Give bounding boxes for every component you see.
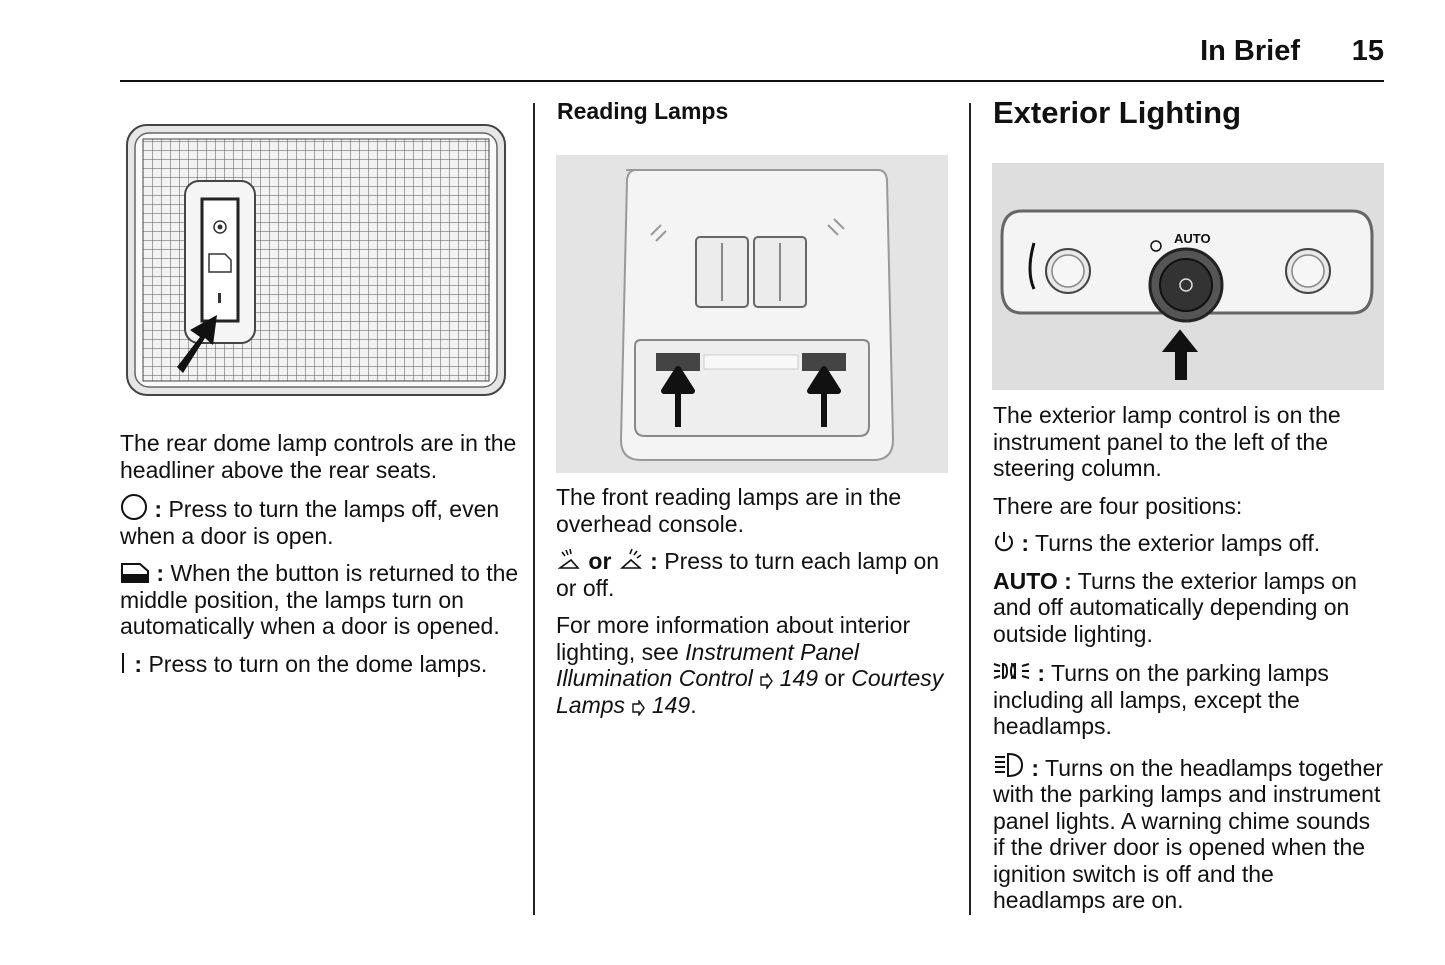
auto-position-description: AUTO : Turns the exterior lamps on and off automatically depending on outside lighting. xyxy=(993,567,1357,647)
door-button-description: : When the button is returned to the middle position, the lamps turn on automatically when a door is opened. xyxy=(120,560,519,639)
off-position-description: : Turns the exterior lamps off. xyxy=(993,530,1385,557)
overhead-console-illustration xyxy=(556,155,948,473)
parking-lamp-icon xyxy=(993,658,1031,684)
reading-lamp-icon xyxy=(556,548,582,572)
more-info-paragraph: For more information about interior lighting, see Instrument Panel Illumination Control 149 or Courtesy Lamps 149. xyxy=(556,612,944,718)
reading-lamp-icon xyxy=(618,548,644,572)
auto-label: AUTO xyxy=(1174,231,1211,246)
reading-lamps-heading: Reading Lamps xyxy=(557,98,729,124)
door-icon xyxy=(120,562,150,584)
dome-on-description: : Press to turn on the dome lamps. xyxy=(120,651,520,678)
circle-icon xyxy=(120,494,148,520)
column-1 xyxy=(120,430,520,688)
column-divider-2 xyxy=(969,103,971,915)
exterior-lighting-heading: Exterior Lighting xyxy=(993,95,1241,130)
reading-lamp-button-description: or : Press to turn each lamp on or off. xyxy=(556,548,940,601)
reading-lamps-figure xyxy=(556,155,948,473)
col3-intro: The exterior lamp control is on the instrument panel to the left of the steering column. xyxy=(993,402,1341,481)
column-2 xyxy=(556,484,946,729)
parking-position-description: : Turns on the parking lamps including all lamps, except the headlamps. xyxy=(993,660,1329,739)
exterior-lamp-control-figure xyxy=(992,163,1384,390)
col2-intro: The front reading lamps are in the overhead console. xyxy=(556,484,902,537)
rear-dome-lamp-figure xyxy=(125,123,507,398)
col1-intro: The rear dome lamp controls are in the headliner above the rear seats. xyxy=(120,430,517,483)
page-ref-icon xyxy=(759,673,773,689)
page-number: 15 xyxy=(1351,35,1384,67)
headlamp-position-description: : Turns on the headlamps together with the parking lamps and instrument panel lights. A warning chime sounds if the driver door is opened when the ignition switch is off and the headlamps are on. xyxy=(993,751,1385,914)
power-icon xyxy=(993,530,1015,554)
rear-dome-lamp-illustration xyxy=(125,123,507,398)
page-header xyxy=(120,0,1384,82)
column-3 xyxy=(993,402,1385,925)
page-ref-icon xyxy=(631,700,645,716)
instrument-panel-link[interactable]: Instrument Panel Illumination Control xyxy=(556,638,860,691)
headlamp-icon xyxy=(993,751,1025,779)
positions-intro: There are four positions: xyxy=(993,492,1243,519)
exterior-lamp-control-illustration xyxy=(992,163,1384,390)
column-divider-1 xyxy=(533,103,535,915)
off-button-description: : Press to turn the lamps off, even when a door is open. xyxy=(120,496,500,549)
section-title: In Brief xyxy=(1200,35,1300,67)
courtesy-lamps-link[interactable]: Courtesy Lamps xyxy=(556,665,944,718)
bar-icon xyxy=(120,651,128,675)
